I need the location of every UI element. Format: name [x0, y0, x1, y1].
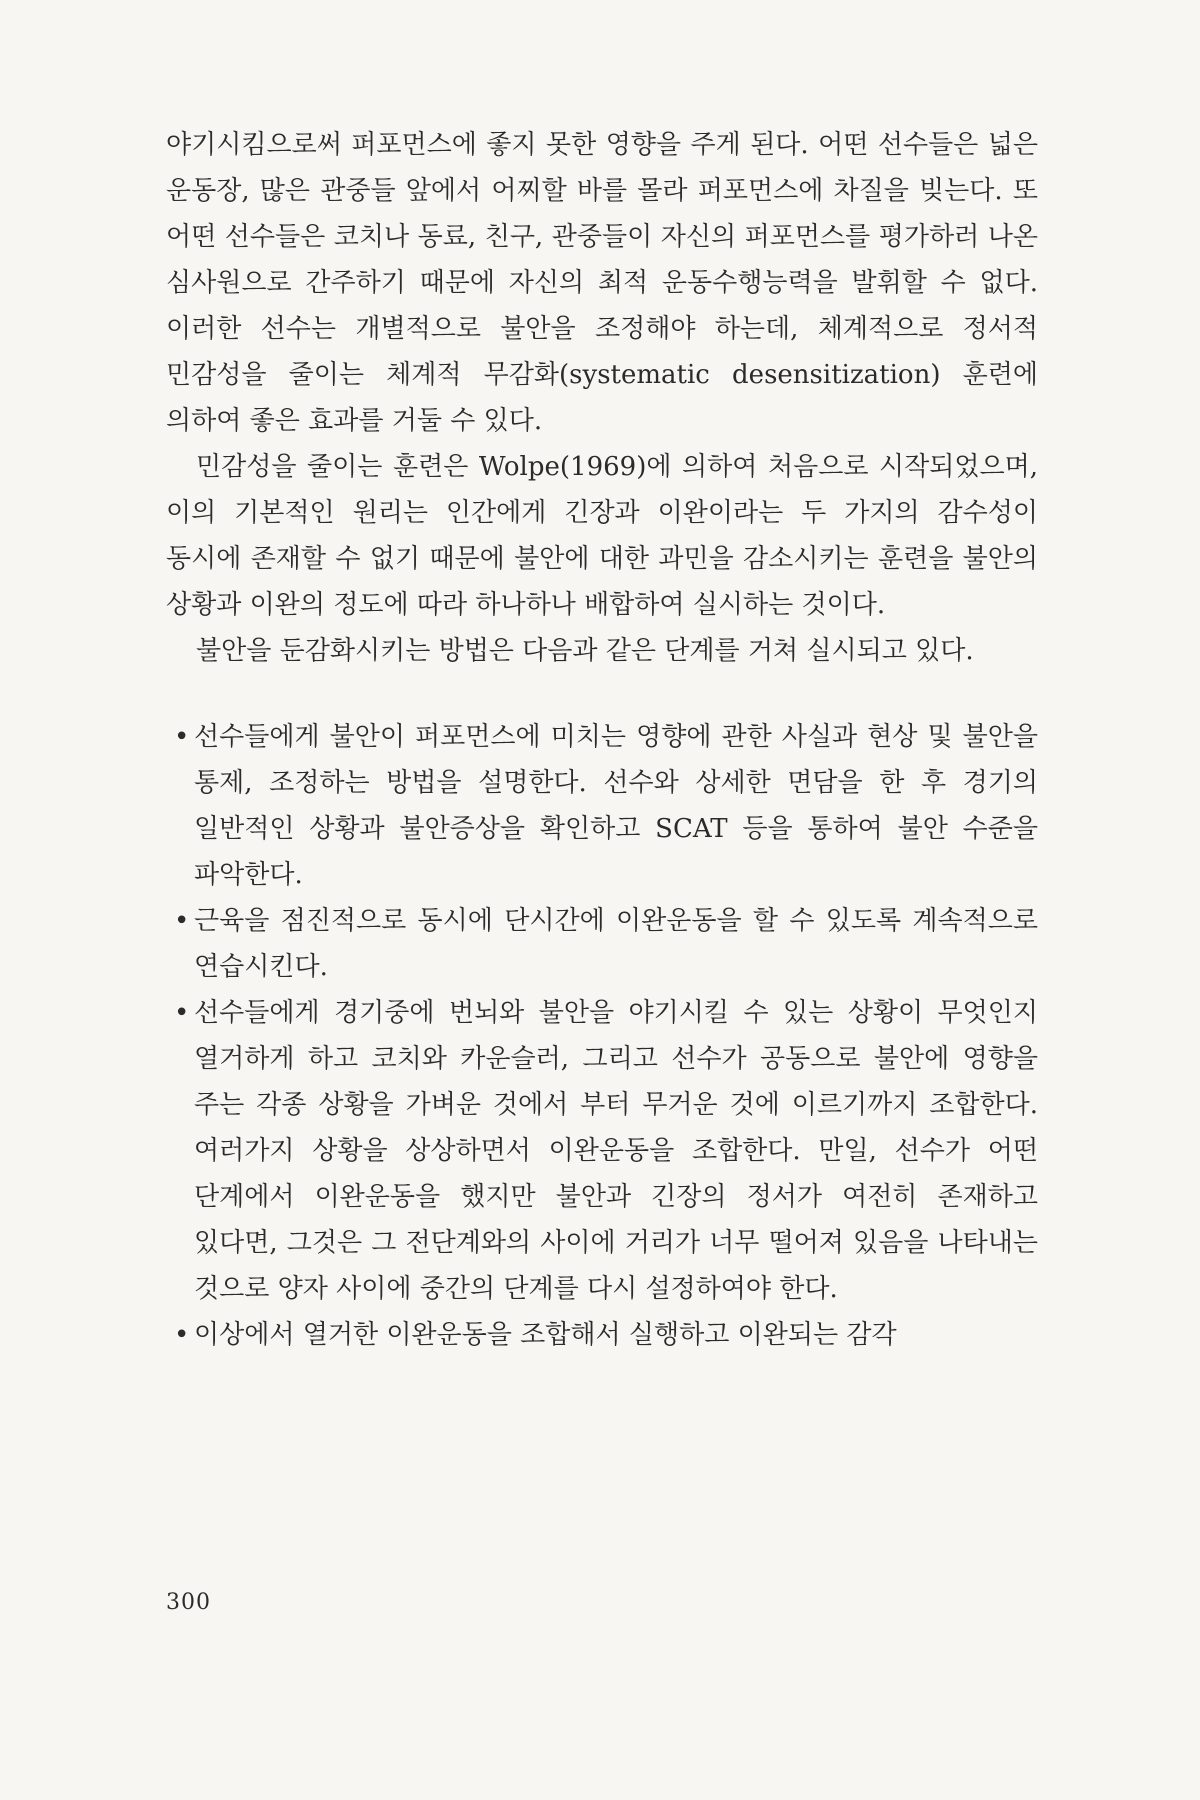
list-item [166, 1312, 1038, 1358]
list-item-text: 선수들에게 경기중에 번뇌와 불안을 야기시킬 수 있는 상황이 무엇인지 열거하게 하고 코치와 카운슬러, 그리고 선수가 공동으로 불안에 영향을 주는 각종 상황을 가벼운 것에서 부터 무거운 것에 이르기까지 조합한다. 여러가지 상황을 상상하면서 이완운동을 조합한다. 만일, 선수가 어떤 단계에서 이완운동을 했지만 불안과 긴장의 정서가 여전히 존재하고 있다면, 그것은 그 전단계와의 사이에 거리가 너무 떨어져 있음을 나타내는 것으로 양자 사이에 중간의 단계를 다시 설정하여야 한다. [194, 998, 1038, 1304]
paragraph-1: 야기시킴으로써 퍼포먼스에 좋지 못한 영향을 주게 된다. 어떤 선수들은 넓은 운동장, 많은 관중들 앞에서 어찌할 바를 몰라 퍼포먼스에 차질을 빚는다. 또 어떤 선수들은 코치나 동료, 친구, 관중들이 자신의 퍼포먼스를 평가하러 나온 심사원으로 간주하기 때문에 자신의 최적 운동수행능력을 발휘할 수 없다. 이러한 선수는 개별적으로 불안을 조정해야 하는데, 체계적으로 정서적 민감성을 줄이는 체계적 무감화(systematic desensitization) 훈련에 의하여 좋은 효과를 거둘 수 있다. [166, 130, 1038, 436]
spacer [166, 674, 1038, 714]
paragraph-3: 불안을 둔감화시키는 방법은 다음과 같은 단계를 거쳐 실시되고 있다. [196, 636, 974, 666]
bullet-icon: • [174, 906, 190, 936]
bullet-icon: • [174, 1320, 190, 1350]
page-number: 300 [166, 1590, 211, 1615]
step-list [166, 714, 1038, 1358]
bullet-icon: • [174, 998, 190, 1028]
list-item-text: 선수들에게 불안이 퍼포먼스에 미치는 영향에 관한 사실과 현상 및 불안을 통제, 조정하는 방법을 설명한다. 선수와 상세한 면담을 한 후 경기의 일반적인 상황과 불안증상을 확인하고 SCAT 등을 통하여 불안 수준을 파악한다. [194, 722, 1038, 890]
body-text [166, 122, 1038, 1358]
list-item [166, 714, 1038, 898]
bullet-icon: • [174, 722, 190, 752]
list-item-text: 근육을 점진적으로 동시에 단시간에 이완운동을 할 수 있도록 계속적으로 연습시킨다. [194, 906, 1038, 982]
paragraph-2: 민감성을 줄이는 훈련은 Wolpe(1969)에 의하여 처음으로 시작되었으며, 이의 기본적인 원리는 인간에게 긴장과 이완이라는 두 가지의 감수성이 동시에 존재할 수 없기 때문에 불안에 대한 과민을 감소시키는 훈련을 불안의 상황과 이완의 정도에 따라 하나하나 배합하여 실시하는 것이다. [166, 452, 1038, 620]
list-item [166, 898, 1038, 990]
list-item-text: 이상에서 열거한 이완운동을 조합해서 실행하고 이완되는 감각 [194, 1320, 897, 1350]
list-item [166, 990, 1038, 1312]
